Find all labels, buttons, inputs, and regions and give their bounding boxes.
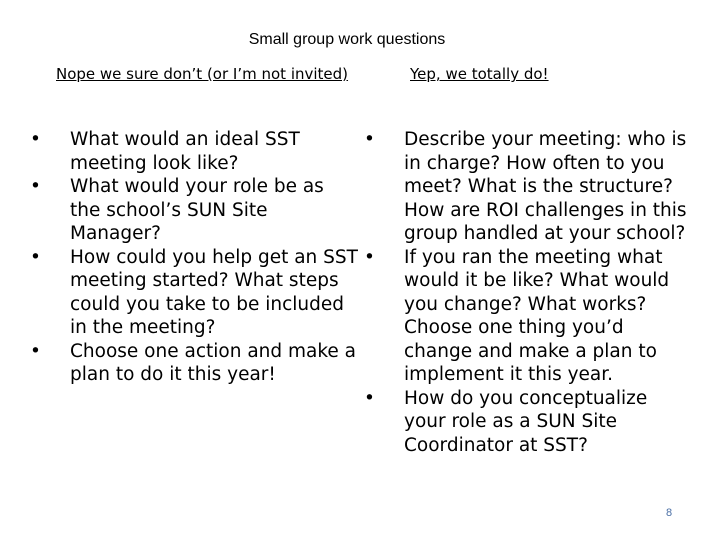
- list-item: [364, 387, 694, 458]
- question-text: If you ran the meeting what would it be like? What would you change? What works? Choose one thing you’d change and make a plan to implement it this year.: [404, 246, 670, 385]
- slide-title: Small group work questions: [248, 31, 446, 48]
- page-number: 8: [666, 507, 673, 519]
- bullet-icon: •: [30, 176, 41, 197]
- list-item: [30, 128, 360, 175]
- question-text: Choose one action and make a plan to do it this year!: [70, 340, 357, 385]
- question-text: How could you help get an SST meeting started? What steps could you take to be included in the meeting?: [70, 246, 358, 338]
- right-column-heading: Yep, we totally do!: [410, 65, 549, 83]
- right-question-list: [364, 128, 694, 457]
- left-question-list: [30, 128, 360, 387]
- question-text: What would an ideal SST meeting look like?: [70, 129, 300, 174]
- question-text: What would your role be as the school’s SUN Site Manager?: [70, 176, 324, 244]
- bullet-icon: •: [30, 340, 41, 362]
- bullet-icon: •: [30, 246, 41, 268]
- question-text: Describe your meeting: who is in charge? How often to you meet? What is the structure? How are ROI challenges in this group handled at your school?: [404, 129, 687, 244]
- list-item: [30, 340, 360, 387]
- bullet-icon: •: [364, 387, 375, 409]
- left-column-heading: Nope we sure don’t (or I’m not invited): [56, 65, 349, 83]
- bullet-icon: •: [30, 129, 41, 150]
- bullet-icon: •: [364, 129, 375, 150]
- bullet-icon: •: [364, 246, 375, 268]
- list-item: [364, 246, 694, 387]
- list-item: [364, 128, 694, 246]
- list-item: [30, 246, 360, 340]
- question-text: How do you conceptualize your role as a SUN Site Coordinator at SST?: [404, 387, 648, 456]
- list-item: [30, 175, 360, 246]
